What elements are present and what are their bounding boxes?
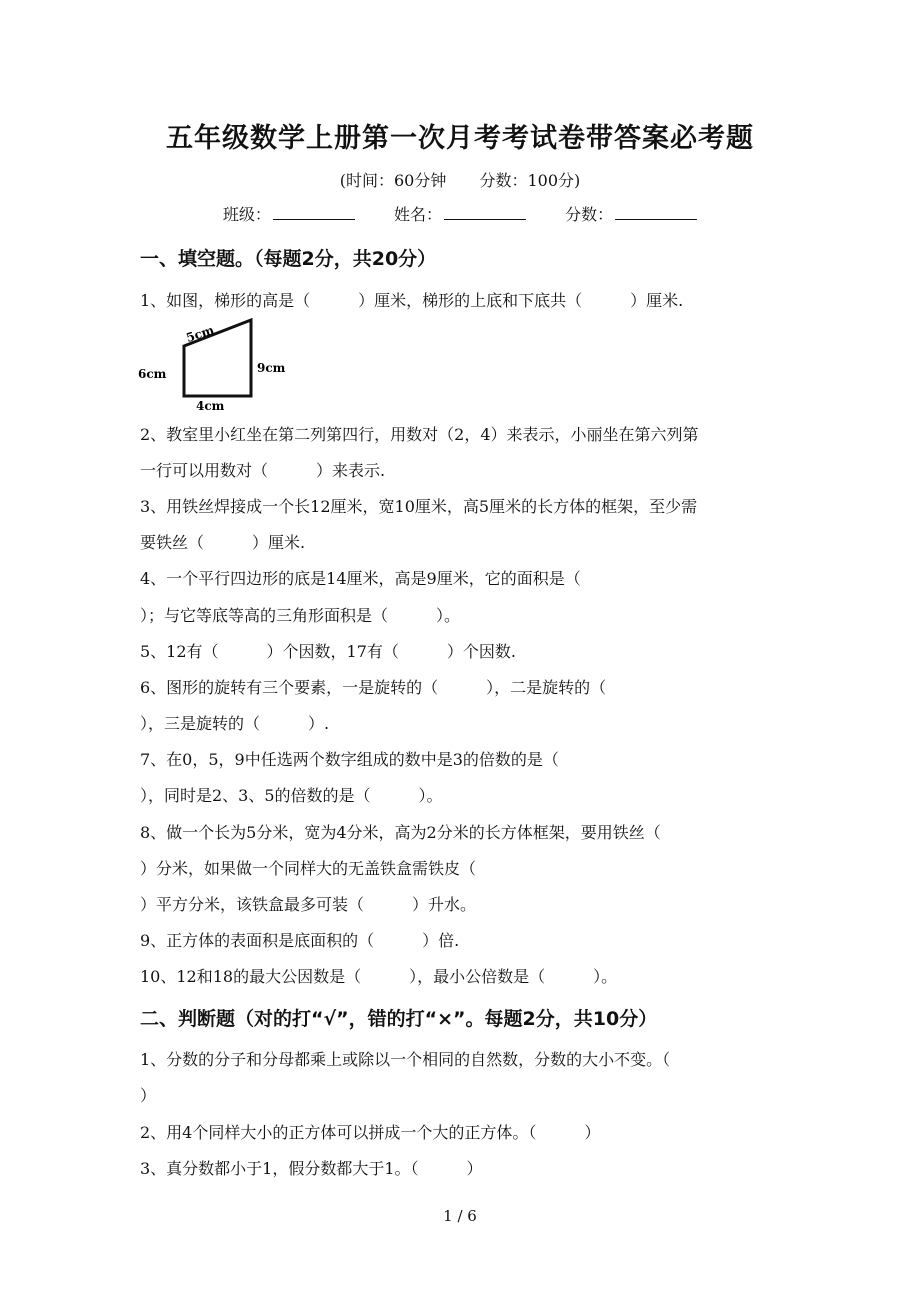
question-line: 8、做一个长为5分米，宽为4分米，高为2分米的长方体框架，要用铁丝（ [140, 823, 661, 842]
score-field[interactable] [565, 202, 697, 225]
trapezoid-figure [136, 318, 306, 413]
question-line: ） [140, 1086, 157, 1105]
question-line: 一行可以用数对（ ）来表示. [140, 461, 386, 480]
question-line: 10、12和18的最大公因数是（ ），最小公倍数是（ ）。 [140, 967, 618, 986]
question-line: 2、用4个同样大小的正方体可以拼成一个大的正方体。（ ） [140, 1123, 601, 1142]
question-line: 1、分数的分子和分母都乘上或除以一个相同的自然数，分数的大小不变。（ [140, 1050, 671, 1069]
score-info: 分数：100分) [479, 171, 581, 190]
question-line: ），三是旋转的（ ）. [140, 714, 330, 733]
label-bottom: 4cm [196, 399, 225, 413]
score-label: 分数： [565, 205, 614, 224]
question-line: 9、正方体的表面积是底面积的（ ）倍. [140, 931, 460, 950]
label-left: 6cm [138, 367, 167, 381]
question-line: 1、如图，梯形的高是（ ）厘米，梯形的上底和下底共（ ）厘米. [140, 291, 684, 310]
question-line: ），同时是2、3、5的倍数的是（ ）。 [140, 786, 443, 805]
section-fill-in-heading: 一、填空题。（每题2分，共20分） [140, 248, 437, 270]
question-line: 5、12有（ ）个因数，17有（ ）个因数. [140, 642, 516, 661]
label-right: 9cm [257, 361, 286, 375]
student-info [0, 202, 920, 225]
name-label: 姓名： [393, 205, 442, 224]
name-field[interactable] [394, 202, 526, 225]
question-line: 7、在0，5，9中任选两个数字组成的数中是3的倍数的是（ [140, 750, 559, 769]
question-line: 3、真分数都小于1，假分数都大于1。（ ） [140, 1159, 483, 1178]
score-blank[interactable] [615, 205, 697, 220]
question-line: 4、一个平行四边形的底是14厘米，高是9厘米，它的面积是（ [140, 569, 581, 588]
class-label: 班级： [222, 205, 271, 224]
question-line: ）；与它等底等高的三角形面积是（ ）。 [140, 606, 461, 625]
exam-meta [0, 168, 920, 191]
class-field[interactable] [223, 202, 355, 225]
time-info: (时间：60分钟 [339, 171, 447, 190]
question-line: 要铁丝（ ）厘米. [140, 533, 306, 552]
question-line: 6、图形的旋转有三个要素，一是旋转的（ ），二是旋转的（ [140, 678, 607, 697]
question-line: 3、用铁丝焊接成一个长12厘米，宽10厘米，高5厘米的长方体的框架，至少需 [140, 497, 698, 516]
label-slant: 5cm [184, 322, 216, 345]
section-true-false-heading: 二、判断题（对的打“√”，错的打“×”。每题2分，共10分） [140, 1008, 658, 1030]
question-line: 2、教室里小红坐在第二列第四行，用数对（2，4）来表示，小丽坐在第六列第 [140, 425, 699, 444]
question-line: ）平方分米，该铁盒最多可装（ ）升水。 [140, 895, 477, 914]
page-title: 五年级数学上册第一次月考考试卷带答案必考题 [166, 123, 754, 154]
name-blank[interactable] [444, 205, 526, 220]
class-blank[interactable] [273, 205, 355, 220]
question-line: ）分米，如果做一个同样大的无盖铁盒需铁皮（ [140, 859, 477, 878]
page-number: 1 / 6 [443, 1207, 477, 1225]
